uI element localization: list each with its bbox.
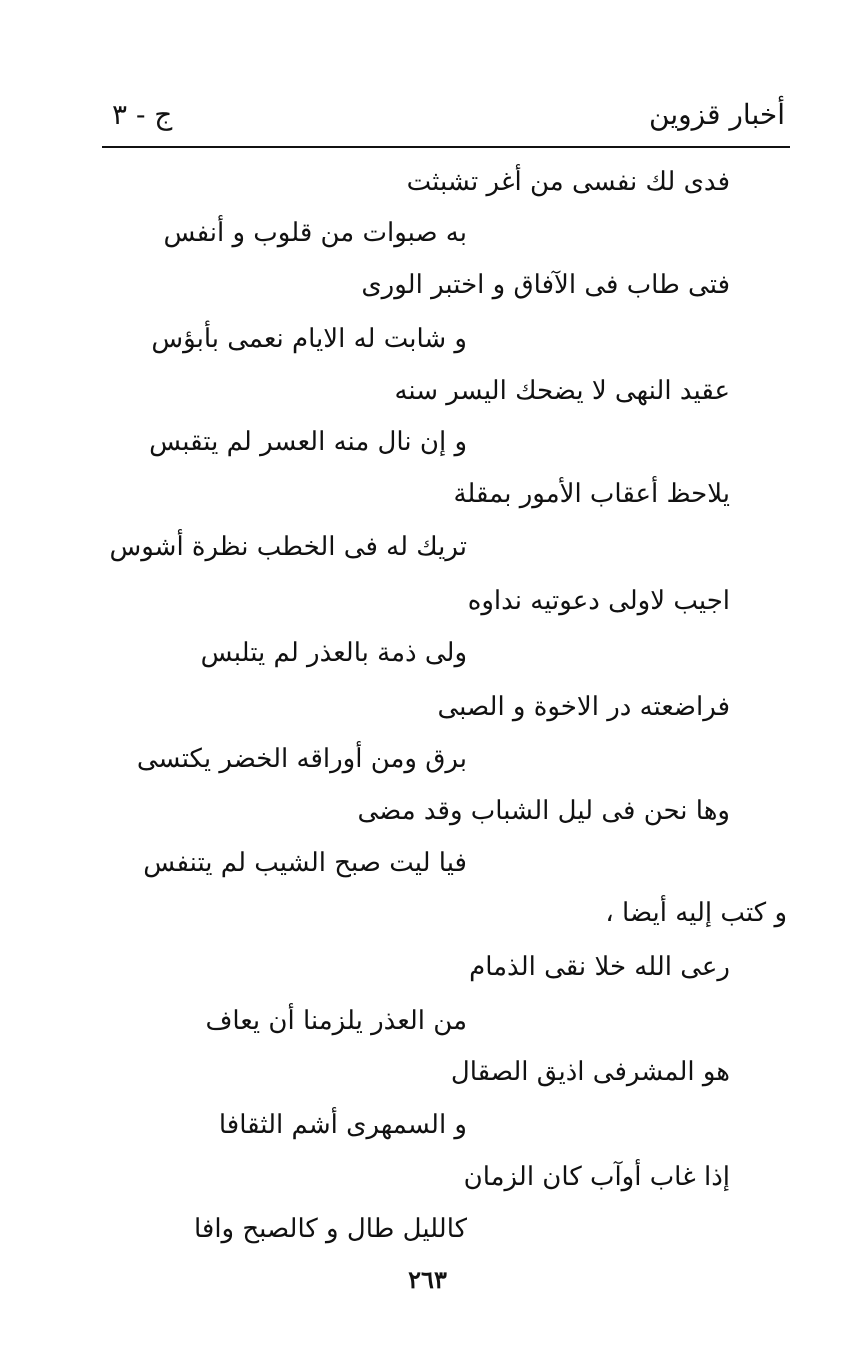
verse-line: يلاحظ أعقاب الأمور بمقلة	[453, 479, 730, 509]
verse-line: فراضعته در الاخوة و الصبى	[437, 692, 730, 722]
prose-line: و كتب إليه أيضا ،	[605, 898, 787, 928]
verse-line: فيا ليت صبح الشيب لم يتنفس	[143, 848, 467, 878]
verse-line: فدى لك نفسى من أغر تشبثت	[406, 167, 730, 197]
verse-line: برق ومن أوراقه الخضر يكتسى	[136, 744, 467, 774]
verse-line: رعى الله خلا نقى الذمام	[469, 952, 730, 982]
verse-line: عقيد النهى لا يضحك اليسر سنه	[394, 376, 730, 406]
verse-line: اجيب لاولى دعوتيه نداوه	[467, 586, 730, 616]
verse-line: من العذر يلزمنا أن يعاف	[205, 1006, 467, 1036]
running-head-title: أخبار قزوين	[649, 98, 785, 131]
running-head-volume: ج - ٣	[112, 98, 173, 131]
verse-line: تريك له فى الخطب نظرة أشوس	[109, 532, 467, 562]
verse-line: و شابت له الايام نعمى بأبؤس	[151, 324, 467, 354]
verse-line: فتى طاب فى الآفاق و اختبر الورى	[361, 270, 730, 300]
verse-line: و إن نال منه العسر لم يتقبس	[149, 427, 467, 457]
header-rule	[102, 146, 790, 148]
verse-line: وها نحن فى ليل الشباب وقد مضى	[357, 796, 730, 826]
verse-line: به صبوات من قلوب و أنفس	[163, 218, 467, 248]
page-number: ٢٦٣	[408, 1265, 447, 1294]
verse-line: إذا غاب أوآب كان الزمان	[463, 1162, 730, 1192]
verse-line: ولى ذمة بالعذر لم يتلبس	[200, 638, 467, 668]
verse-line: كالليل طال و كالصبح وافا	[193, 1214, 467, 1244]
verse-line: و السمهرى أشم الثقافا	[218, 1110, 467, 1140]
verse-line: هو المشرفى اذيق الصقال	[450, 1057, 730, 1087]
